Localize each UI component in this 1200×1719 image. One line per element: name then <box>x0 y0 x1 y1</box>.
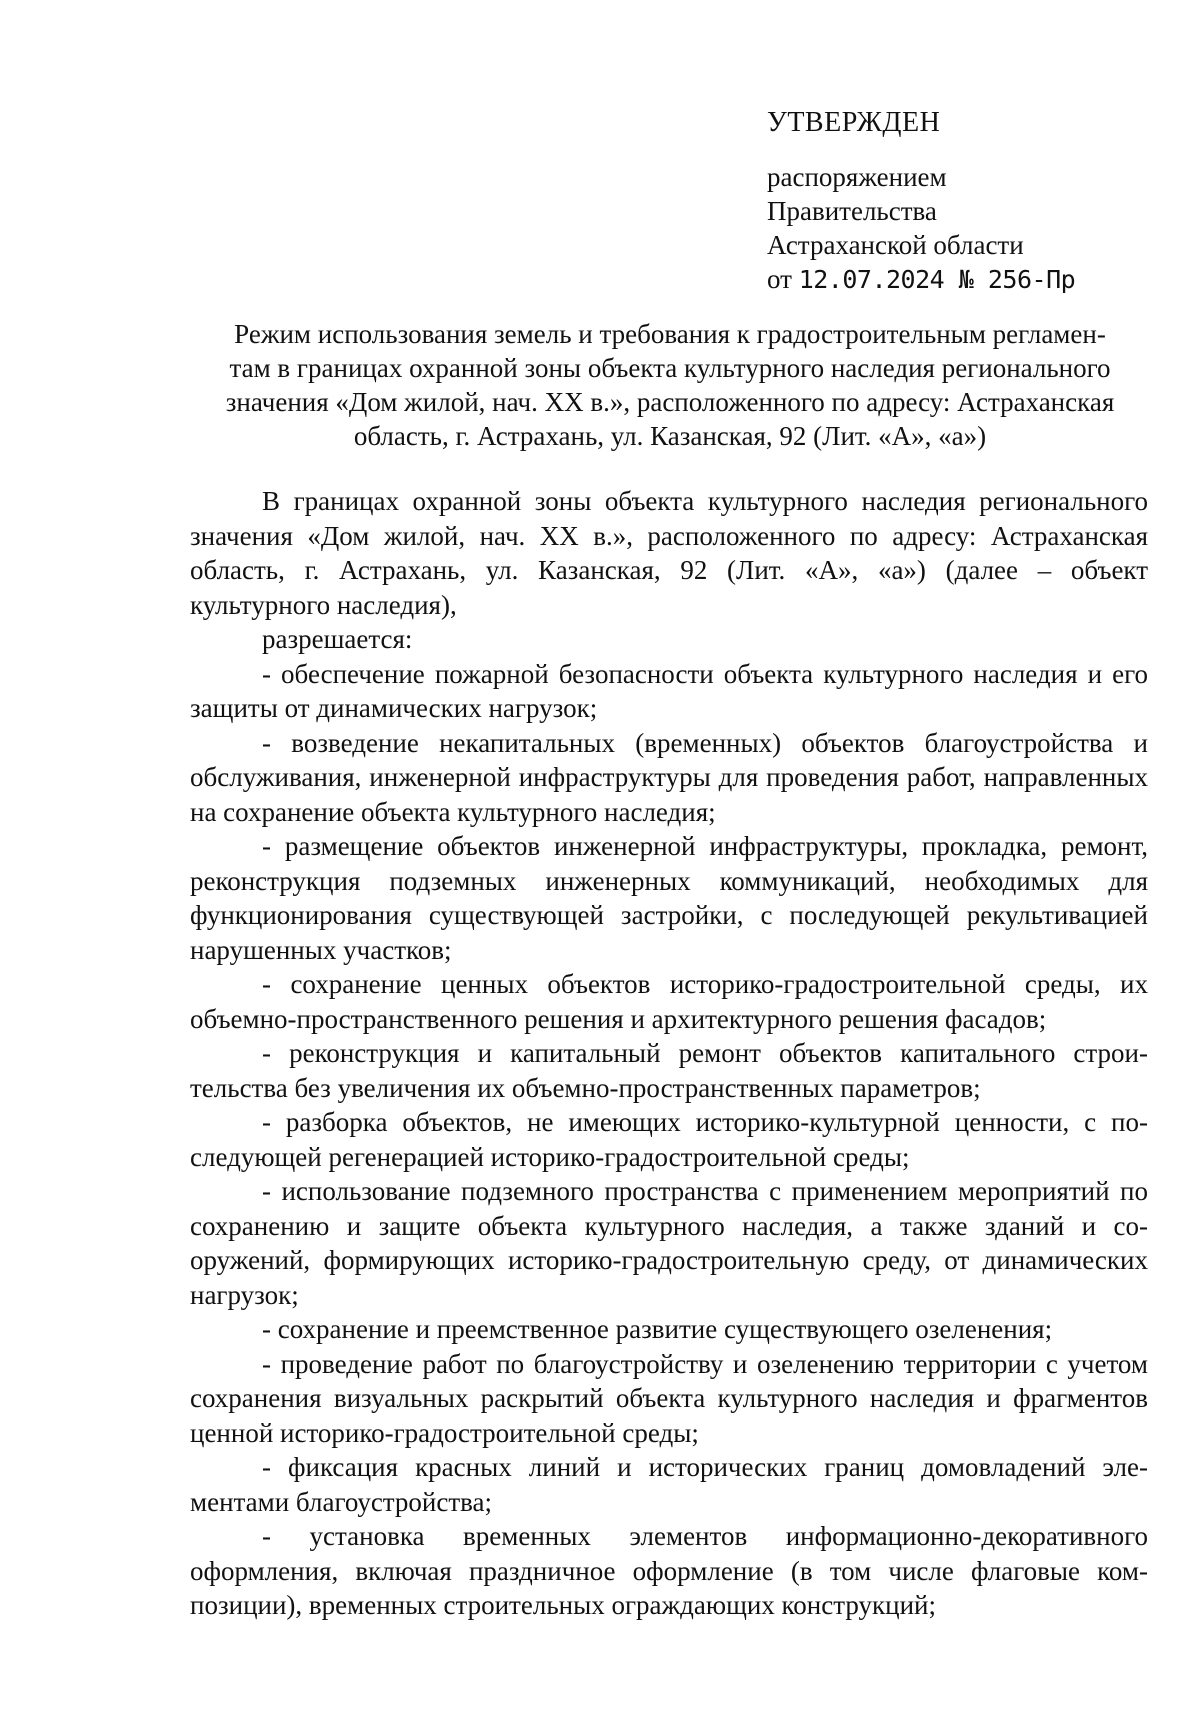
approval-line-1: распоряжением <box>767 162 947 192</box>
title-line-4: область, г. Астрахань, ул. Казанская, 92 (Лит. «А», «а») <box>353 421 987 451</box>
list-item: - использование подземного пространства с применением мероприятий по сохранению и защите объекта культурного наследия, а также зданий и сооружений, формирующих историко-градостроительную среду, от динамических нагрузок; <box>190 1176 1148 1310</box>
allowed-label: разрешается: <box>262 624 413 654</box>
intro-paragraph: В границах охранной зоны объекта культурного наследия регионального значения «Дом жилой, нач. XX в.», расположенного по адресу: Астраханская область, г. Астрахань, ул. Казанская, 92 (Лит. «А», «а») (далее – объект культурного наследия), <box>190 486 1148 620</box>
approval-line-3: Астраханской области <box>767 230 1024 260</box>
approval-date-value: 12.07.2024 № 256-Пр <box>798 265 1076 294</box>
list-item: - проведение работ по благоустройству и озеленению территории с учетом сохранения визуальных раскрытий объекта культурного наследия и фрагментов ценной историко-градостроительной среды; <box>190 1348 1148 1448</box>
title-line-3: значения «Дом жилой, нач. XX в.», расположенного по адресу: Астраханская <box>225 387 1115 417</box>
list-item: - реконструкция и капитальный ремонт объектов капитального строительства без увеличения их объемно-пространственных параметров; <box>190 1038 1148 1103</box>
document-body <box>190 484 1148 1623</box>
list-item: - установка временных элементов информационно-декоративного оформления, включая праздничное оформление (в том числе флаговые композиции), временных строительных ограждающих конструкций; <box>190 1521 1148 1620</box>
approval-line-2: Правительства <box>767 196 937 226</box>
document-title <box>190 317 1150 453</box>
approval-date-line <box>767 262 1147 297</box>
list-item: - фиксация красных линий и исторических границ домовладений элементами благоустройства; <box>190 1452 1148 1517</box>
title-line-1: Режим использования земель и требования к градостроительным регламен- <box>234 319 1106 349</box>
list-item: - размещение объектов инженерной инфраструктуры, прокладка, ремонт, реконструкция подземных инженерных коммуникаций, необходимых для функционирования существующей застройки, с последующей рекультивацией нарушенных участков; <box>190 831 1148 965</box>
approval-heading: УТВЕРЖДЕН <box>767 107 941 138</box>
approval-date-prefix: от <box>767 264 792 294</box>
list-item: - сохранение и преемственное развитие существующего озеленения; <box>262 1314 1053 1344</box>
approval-stamp <box>767 106 1147 297</box>
list-item: - возведение некапитальных (временных) объектов благоустройства и обслуживания, инженерной инфраструктуры для проведения работ, направленных на сохранение объекта культурного наследия; <box>190 727 1148 827</box>
title-line-2: там в границах охранной зоны объекта культурного наследия регионального <box>229 353 1111 383</box>
list-item: - сохранение ценных объектов историко-градостроительной среды, их объемно-пространственного решения и архитектурного решения фасадов; <box>190 969 1148 1034</box>
list-item: - обеспечение пожарной безопасности объекта культурного наследия и его защиты от динамических нагрузок; <box>190 658 1148 723</box>
list-item: - разборка объектов, не имеющих историко-культурной ценности, с последующей регенерацией историко-градостроительной среды; <box>190 1107 1148 1172</box>
